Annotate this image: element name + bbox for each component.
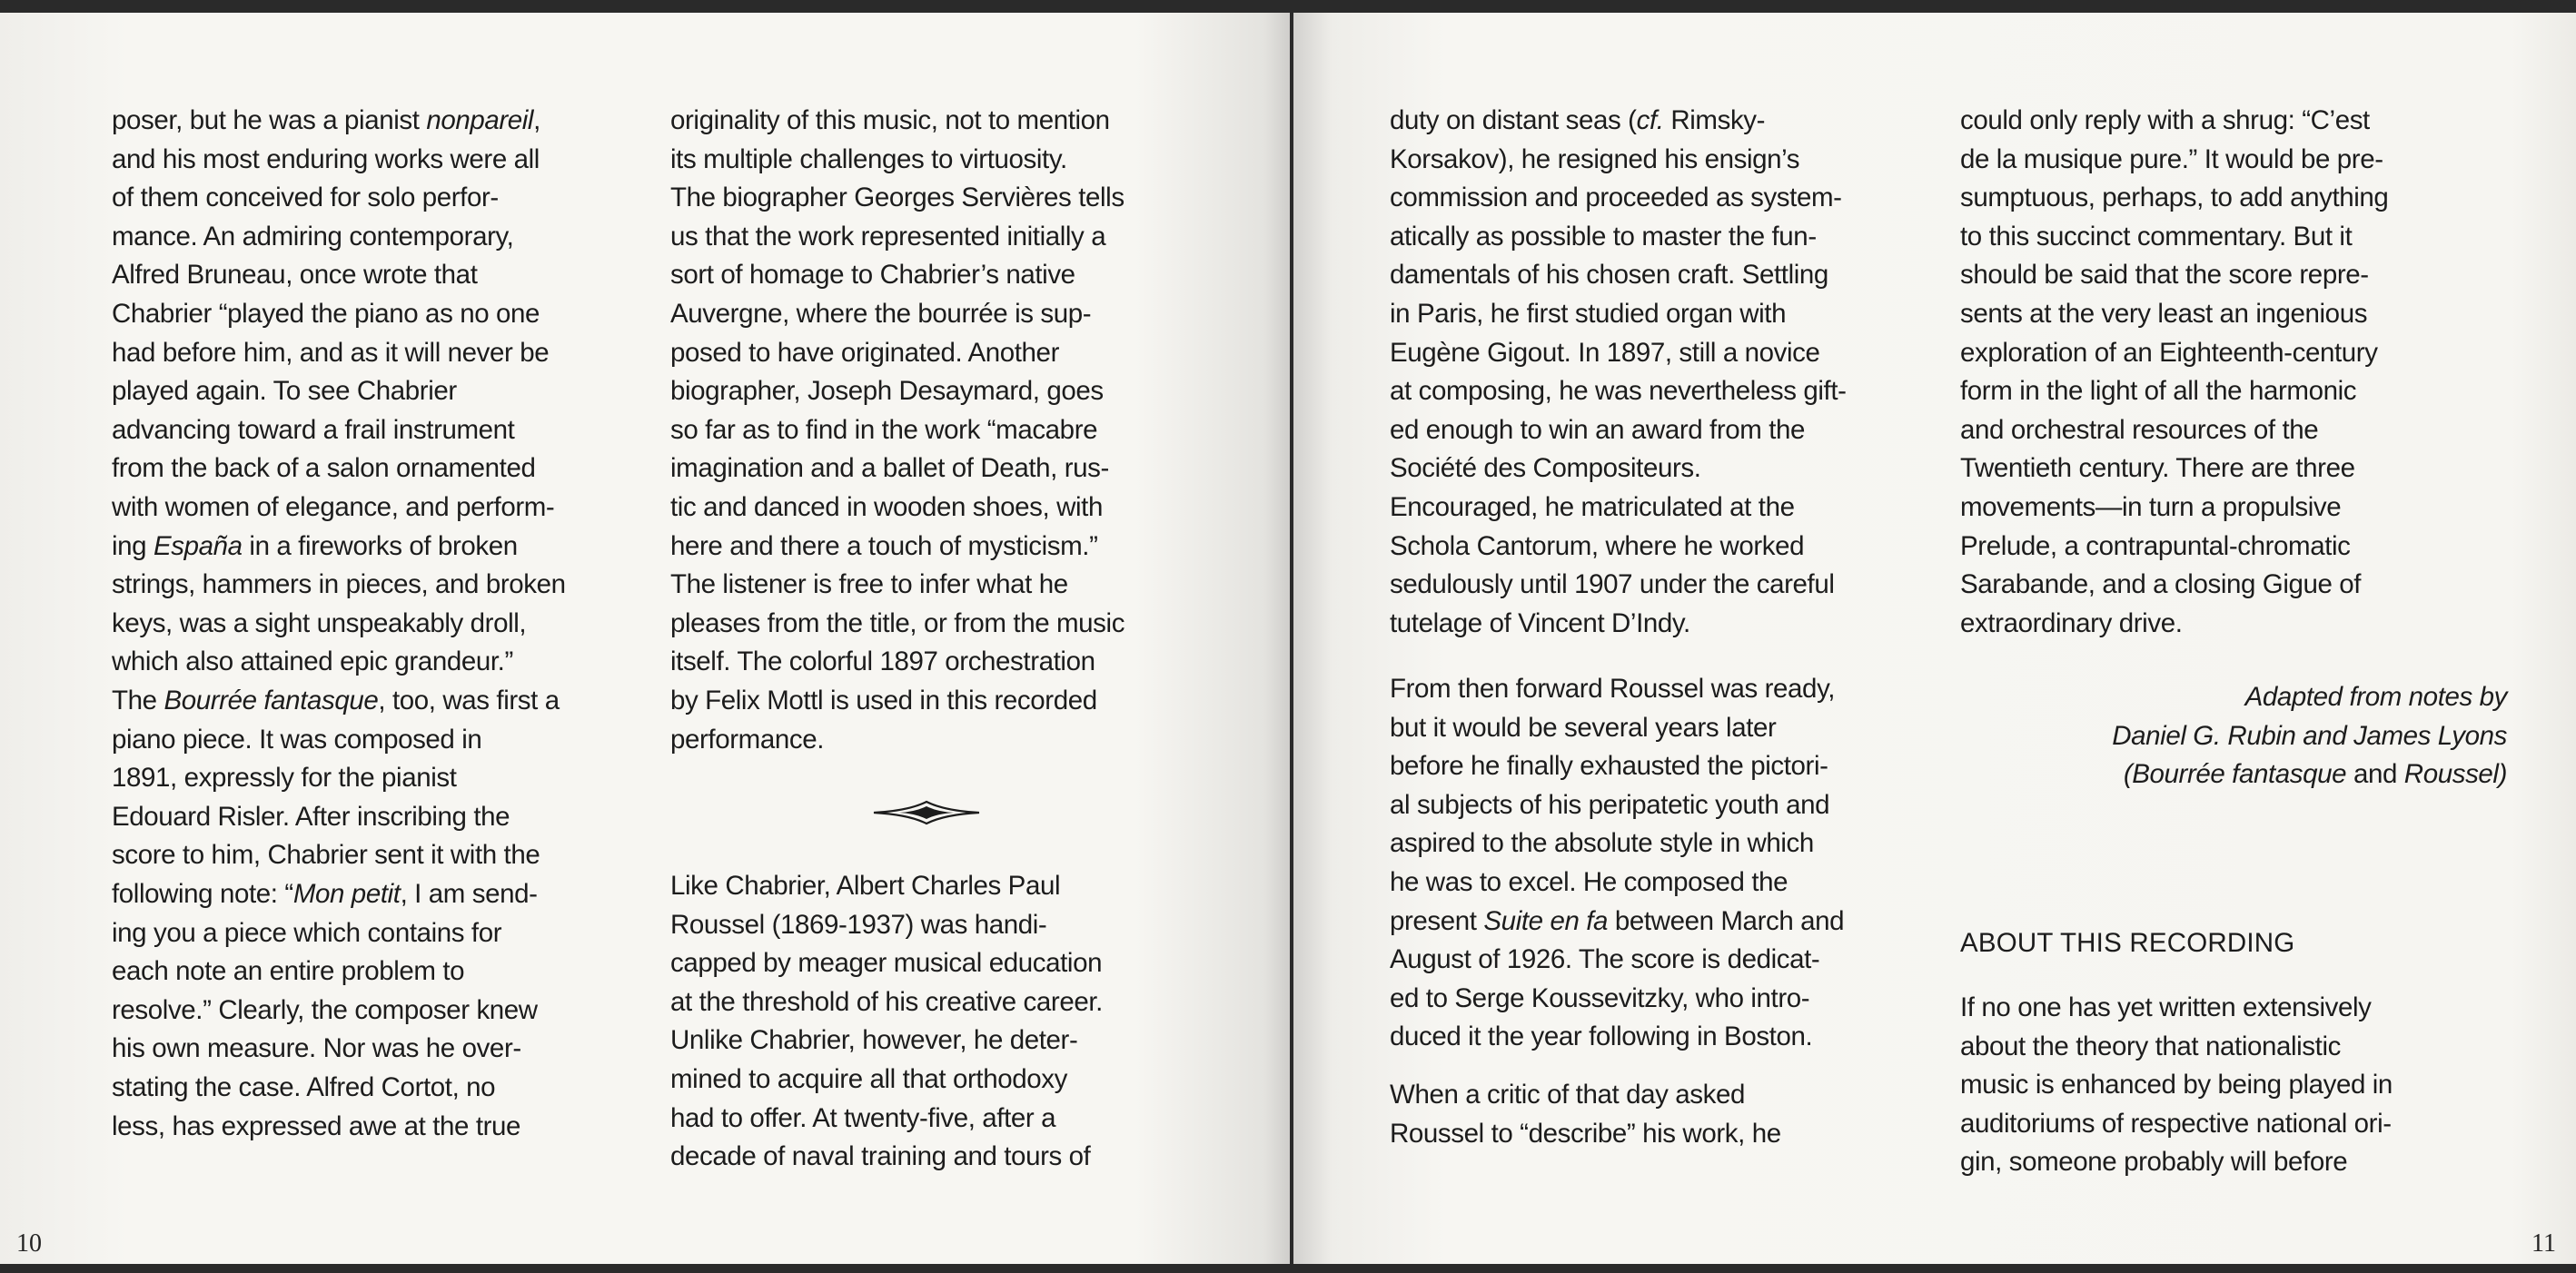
text-line: Prelude, a contrapuntal-chromatic: [1960, 530, 2351, 561]
text-line: score to him, Chabrier sent it with the: [112, 840, 540, 871]
paragraph: [1960, 102, 2388, 643]
text-line: and orchestral resources of the: [1960, 414, 2319, 445]
paragraph: [1390, 670, 1844, 1057]
page-number: 10: [16, 1229, 42, 1258]
text-line: resolve.” Clearly, the composer knew: [112, 994, 538, 1025]
text-line: Roussel to “describe” his work, he: [1390, 1118, 1781, 1149]
text-line: its multiple challenges to virtuosity.: [670, 143, 1067, 174]
text-line: his own measure. Nor was he over-: [112, 1033, 521, 1064]
text-line: Société des Compositeurs.: [1390, 453, 1701, 484]
text-line: Korsakov), he resigned his ensign’s: [1390, 143, 1800, 174]
text-line: but it would be several years later: [1390, 712, 1777, 743]
text-line: to this succinct commentary. But it: [1960, 221, 2353, 252]
text-line: from the back of a salon ornamented: [112, 453, 536, 484]
text-line: Daniel G. Rubin and James Lyons: [2112, 720, 2507, 751]
text-line: sedulously until 1907 under the careful: [1390, 569, 1835, 600]
text-line: Sarabande, and a closing Gigue of: [1960, 569, 2362, 600]
text-line: sort of homage to Chabrier’s native: [670, 260, 1075, 291]
paragraph: [112, 102, 566, 682]
left-page: [0, 13, 1290, 1264]
text-line: each note an entire problem to: [112, 956, 465, 987]
text-line: de la musique pure.” It would be pre-: [1960, 143, 2383, 174]
text-line: Adapted from notes by: [2244, 682, 2507, 712]
text-line: Like Chabrier, Albert Charles Paul: [670, 871, 1061, 901]
text-line: Auvergne, where the bourrée is sup-: [670, 298, 1092, 329]
text-line: with women of elegance, and perform-: [112, 491, 555, 522]
text-line: From then forward Roussel was ready,: [1390, 674, 1836, 704]
text-line: Chabrier “played the piano as no one: [112, 298, 540, 329]
text-line: biographer, Joseph Desaymard, goes: [670, 376, 1104, 407]
text-line: Edouard Risler. After inscribing the: [112, 801, 510, 832]
text-line: and his most enduring works were all: [112, 143, 540, 174]
text-line: he was to excel. He composed the: [1390, 866, 1788, 897]
text-line: imagination and a ballet of Death, rus-: [670, 453, 1109, 484]
text-line: less, has expressed awe at the true: [112, 1110, 521, 1141]
text-line: should be said that the score repre-: [1960, 260, 2369, 291]
text-line: before he finally exhausted the pictori-: [1390, 751, 1828, 782]
text-line: here and there a touch of mysticism.”: [670, 530, 1098, 561]
text-line: sents at the very least an ingenious: [1960, 298, 2368, 329]
text-line: could only reply with a shrug: “C’est: [1960, 105, 2370, 135]
text-line: exploration of an Eighteenth-century: [1960, 337, 2378, 368]
text-line: performance.: [670, 724, 825, 755]
text-line: movements—in turn a propulsive: [1960, 491, 2342, 522]
text-line: so far as to find in the work “macabre: [670, 414, 1098, 445]
text-line: us that the work represented initially a: [670, 221, 1106, 252]
text-line: Roussel (1869-1937) was handi-: [670, 909, 1047, 940]
text-line: (Bourrée fantasque and Roussel): [2123, 759, 2507, 790]
text-line: about the theory that nationalistic: [1960, 1031, 2341, 1061]
text-line: advancing toward a frail instrument: [112, 414, 515, 445]
text-line: al subjects of his peripatetic youth and: [1390, 789, 1830, 820]
paragraph: [670, 867, 1103, 1177]
text-line: Eugène Gigout. In 1897, still a novice: [1390, 337, 1820, 368]
text-line: commission and proceeded as system-: [1390, 183, 1842, 213]
text-line: music is enhanced by being played in: [1960, 1070, 2393, 1100]
text-line: following note: “Mon petit, I am send-: [112, 878, 538, 909]
text-line: played again. To see Chabrier: [112, 376, 457, 407]
text-line: capped by meager musical education: [670, 948, 1103, 979]
section-heading: ABOUT THIS RECORDING: [1960, 928, 2295, 958]
text-line: Twentieth century. There are three: [1960, 453, 2355, 484]
text-line: The biographer Georges Servières tells: [670, 183, 1125, 213]
text-line: Unlike Chabrier, however, he deter-: [670, 1025, 1078, 1056]
text-line: present Suite en fa between March and: [1390, 905, 1845, 936]
text-line: stating the case. Alfred Cortot, no: [112, 1071, 496, 1102]
text-line: poser, but he was a pianist nonpareil,: [112, 105, 540, 135]
text-line: mance. An admiring contemporary,: [112, 221, 514, 252]
text-line: ed enough to win an award from the: [1390, 414, 1806, 445]
text-line: auditoriums of respective national ori-: [1960, 1108, 2392, 1139]
text-line: itself. The colorful 1897 orchestration: [670, 646, 1095, 677]
text-line: duty on distant seas (cf. Rimsky-: [1390, 105, 1766, 135]
text-line: tic and danced in wooden shoes, with: [670, 491, 1103, 522]
credits-text: [2112, 678, 2507, 794]
text-line: ing you a piece which contains for: [112, 917, 502, 948]
text-line: piano piece. It was composed in: [112, 724, 482, 755]
text-line: ing España in a fireworks of broken: [112, 530, 518, 561]
text-line: sumptuous, perhaps, to add anything: [1960, 183, 2389, 213]
paragraph: [1390, 102, 1847, 643]
text-line: at the threshold of his creative career.: [670, 986, 1103, 1017]
text-line: had to offer. At twenty-five, after a: [670, 1102, 1056, 1133]
text-line: Schola Cantorum, where he worked: [1390, 530, 1805, 561]
text-line: pleases from the title, or from the music: [670, 607, 1125, 638]
paragraph: [112, 682, 560, 1146]
text-line: in Paris, he first studied organ with: [1390, 298, 1787, 329]
text-line: posed to have originated. Another: [670, 337, 1059, 368]
text-line: duced it the year following in Boston.: [1390, 1021, 1813, 1052]
text-line: which also attained epic grandeur.”: [112, 646, 513, 677]
text-line: originality of this music, not to mention: [670, 105, 1110, 135]
text-line: Encouraged, he matriculated at the: [1390, 491, 1795, 522]
paragraph: [1390, 1076, 1781, 1153]
text-line: The listener is free to infer what he: [670, 569, 1068, 600]
text-line: strings, hammers in pieces, and broken: [112, 569, 566, 600]
text-line: extraordinary drive.: [1960, 607, 2183, 638]
text-line: 1891, expressly for the pianist: [112, 763, 457, 794]
text-line: at composing, he was nevertheless gift-: [1390, 376, 1847, 407]
text-line: of them conceived for solo perfor-: [112, 183, 499, 213]
text-line: atically as possible to master the fun-: [1390, 221, 1817, 252]
text-line: decade of naval training and tours of: [670, 1141, 1091, 1172]
page-number: 11: [2531, 1229, 2556, 1258]
text-line: had before him, and as it will never be: [112, 337, 550, 368]
text-line: When a critic of that day asked: [1390, 1080, 1745, 1110]
text-line: form in the light of all the harmonic: [1960, 376, 2357, 407]
text-line: August of 1926. The score is dedicat-: [1390, 944, 1820, 975]
text-line: Alfred Bruneau, once wrote that: [112, 260, 478, 291]
paragraph: [670, 102, 1125, 759]
text-line: aspired to the absolute style in which: [1390, 828, 1814, 859]
text-line: ed to Serge Koussevitzky, who intro-: [1390, 982, 1810, 1013]
text-line: tutelage of Vincent D’Indy.: [1390, 607, 1690, 638]
text-line: The Bourrée fantasque, too, was first a: [112, 686, 560, 715]
right-page: [1293, 13, 2576, 1264]
text-line: by Felix Mottl is used in this recorded: [670, 685, 1097, 715]
section-divider-ornament-icon: [872, 799, 981, 826]
text-line: If no one has yet written extensively: [1960, 992, 2372, 1022]
text-line: mined to acquire all that orthodoxy: [670, 1063, 1067, 1094]
text-line: damentals of his chosen craft. Settling: [1390, 260, 1828, 291]
text-line: keys, was a sight unspeakably droll,: [112, 607, 527, 638]
text-line: gin, someone probably will before: [1960, 1147, 2348, 1178]
paragraph: [1960, 989, 2393, 1182]
